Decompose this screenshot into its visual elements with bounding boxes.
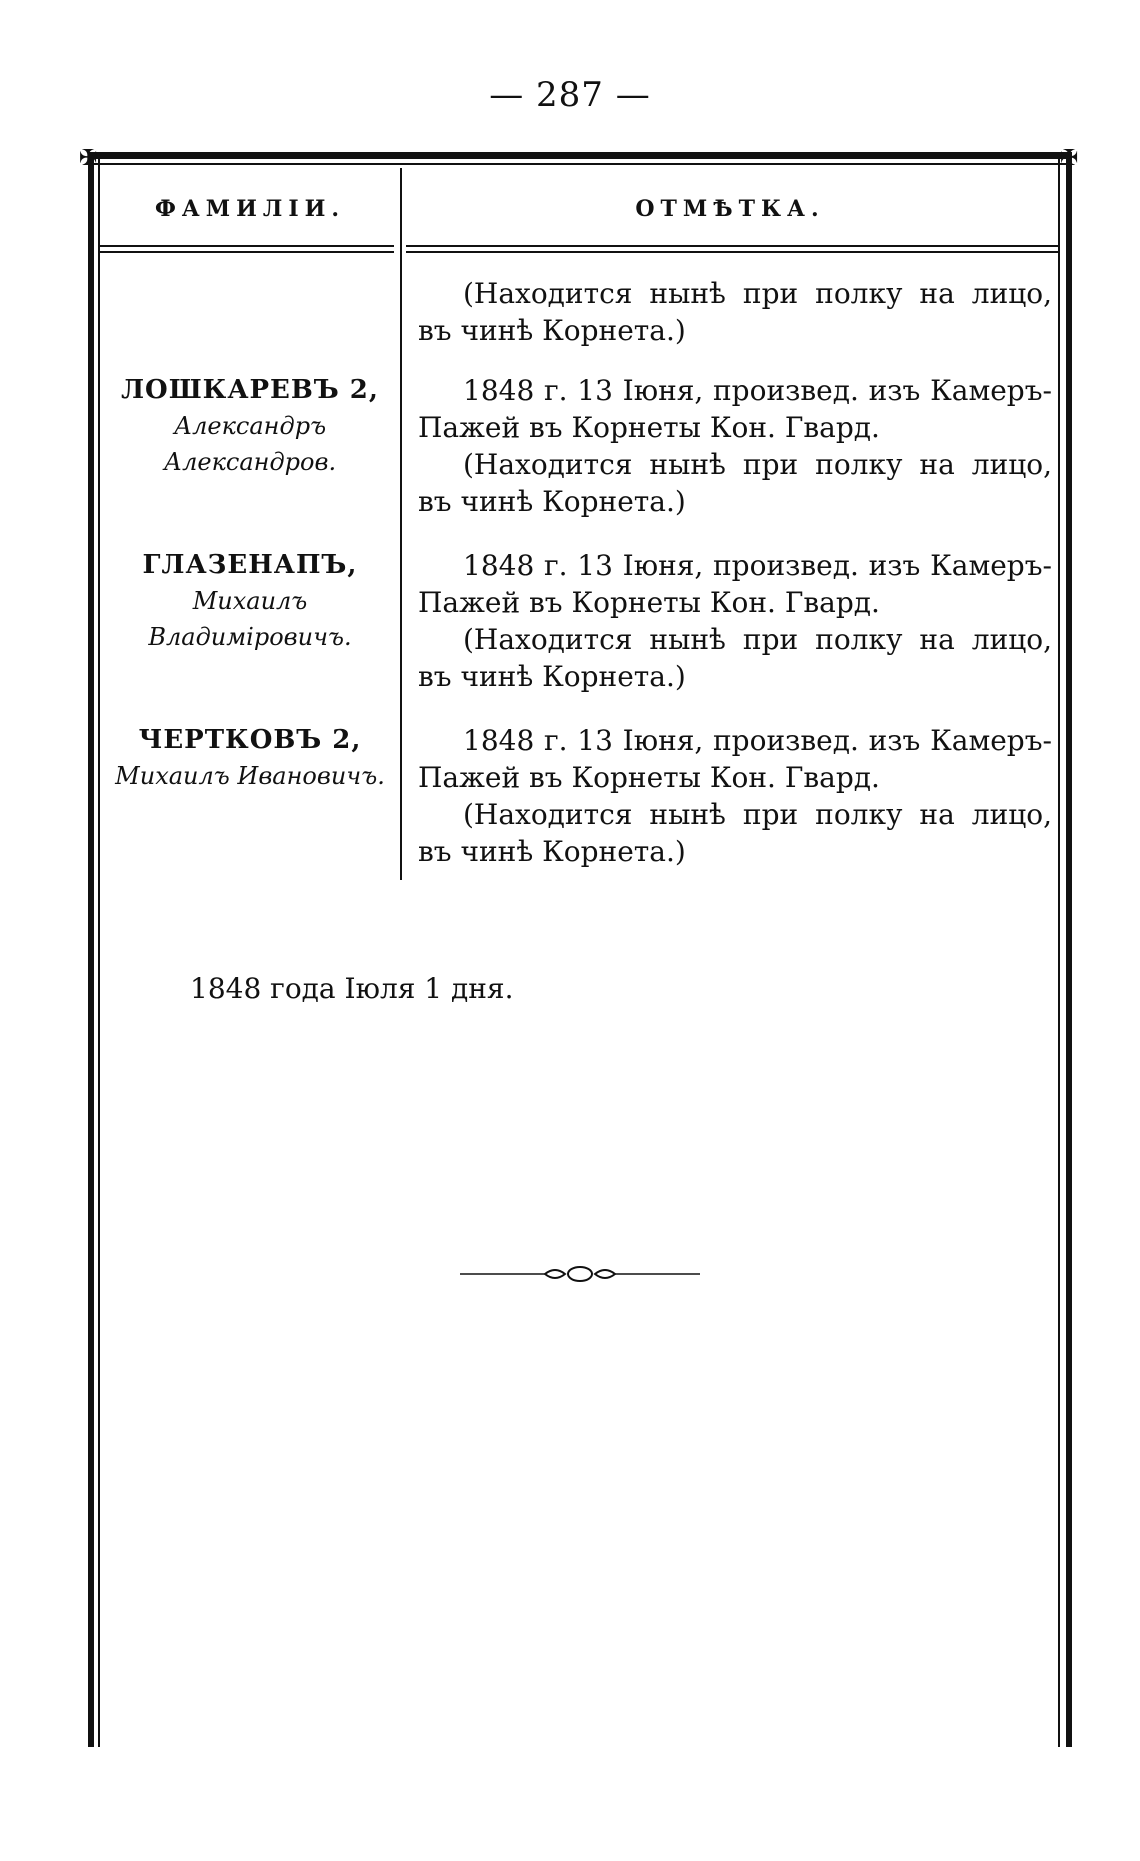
column-divider	[400, 168, 402, 880]
given-name: Михаилъ Владимiровичъ.	[148, 587, 352, 651]
top-rule	[88, 152, 1072, 159]
name-cell	[100, 722, 400, 794]
header-surnames: ФАМИЛІИ.	[154, 196, 346, 222]
note-cell	[418, 547, 1052, 695]
note-cell	[418, 372, 1052, 520]
status-text: (Находится нынѣ при полку на лицо, въ чинѣ Корнета.)	[418, 798, 1052, 868]
signature-date: 1848 года Іюля 1 дня.	[190, 972, 514, 1005]
header-rule	[100, 251, 394, 253]
note-cell	[418, 722, 1052, 870]
given-name: Михаилъ Ивановичъ.	[115, 762, 385, 790]
scroll-ornament-icon	[460, 1262, 700, 1286]
page-number: — 287 —	[489, 75, 651, 115]
status-text: (Находится нынѣ при полку на лицо, въ чинѣ Корнета.)	[418, 448, 1052, 518]
ornamental-cross-icon: ✠	[79, 146, 98, 171]
name-cell	[100, 372, 400, 480]
header-rule	[406, 245, 1058, 247]
name-cell	[100, 547, 400, 655]
surname: ГЛАЗЕНАПЪ,	[142, 550, 358, 580]
promotion-text: 1848 г. 13 Іюня, произвед. изъ Камеръ-Пажей въ Корнеты Кон. Гвард.	[418, 374, 1052, 444]
header-rule	[406, 251, 1058, 253]
header-rule	[100, 245, 394, 247]
header-note: ОТМѢТКА.	[635, 196, 825, 222]
surname: ЧЕРТКОВЪ 2,	[138, 725, 362, 755]
surname: ЛОШКАРЕВЪ 2,	[121, 375, 379, 405]
left-border	[88, 152, 94, 1747]
status-text: (Находится нынѣ при полку на лицо, въ чинѣ Корнета.)	[418, 623, 1052, 693]
top-rule-thin	[88, 163, 1072, 165]
right-border	[1066, 152, 1072, 1747]
status-text: (Находится нынѣ при полку на лицо, въ чинѣ Корнета.)	[418, 277, 1052, 347]
right-border-thin	[1058, 152, 1060, 1747]
promotion-text: 1848 г. 13 Іюня, произвед. изъ Камеръ-Пажей въ Корнеты Кон. Гвард.	[418, 549, 1052, 619]
note-cell	[418, 275, 1052, 349]
ornamental-cross-icon: ✠	[1060, 146, 1079, 171]
given-name: Александръ Александров.	[163, 412, 337, 476]
promotion-text: 1848 г. 13 Іюня, произвед. изъ Камеръ-Пажей въ Корнеты Кон. Гвард.	[418, 724, 1052, 794]
